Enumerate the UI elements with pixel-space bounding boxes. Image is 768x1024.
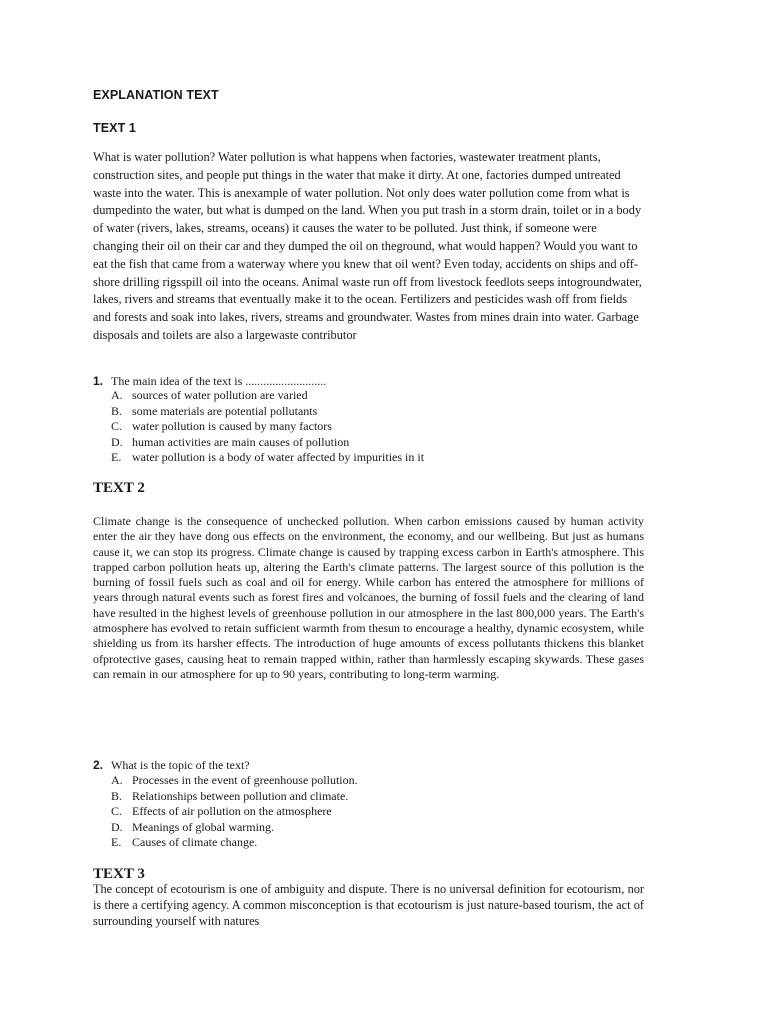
text3-heading: TEXT 3 xyxy=(93,866,145,882)
option-text: Relationships between pollution and climate. xyxy=(132,788,349,803)
option-letter: A. xyxy=(111,388,123,402)
question-2-option-e xyxy=(111,835,358,851)
question-2 xyxy=(93,758,250,773)
option-letter: E. xyxy=(111,835,122,849)
text1-heading: TEXT 1 xyxy=(93,121,136,135)
question-2-text: What is the topic of the text? xyxy=(111,758,250,772)
option-text: human activities are main causes of pollution xyxy=(132,434,350,449)
text3-paragraph: The concept of ecotourism is one of ambiguity and dispute. There is no universal definition for ecotourism, nor is there a certifying agency. A common misconception is that ecotourism is just nature-based tourism, the act of surrounding yourself with natures xyxy=(93,882,644,928)
document-title: EXPLANATION TEXT xyxy=(93,88,219,102)
question-1-option-c xyxy=(111,419,424,435)
option-letter: D. xyxy=(111,434,123,449)
option-text: Processes in the event of greenhouse pollution. xyxy=(132,773,358,787)
option-letter: E. xyxy=(111,450,122,464)
option-letter: B. xyxy=(111,788,123,803)
question-1-number: 1. xyxy=(93,374,104,388)
question-1 xyxy=(93,374,326,389)
option-text: Causes of climate change. xyxy=(132,835,258,849)
question-2-number: 2. xyxy=(93,758,104,772)
option-letter: B. xyxy=(111,403,123,418)
question-1-option-b xyxy=(111,404,424,420)
text2-paragraph: Climate change is the consequence of unchecked pollution. When carbon emissions caused by human activity enter the air they have dong ous effects on the environment, the economy, and our wellbeing. But just as humans cause it, we can stop its progress. Climate change is caused by trapping excess carbon in Earth's atmosphere. This trapped carbon pollution heats up, altering the Earth's climate patterns. The largest source of this pollution is the burning of fossil fuels such as coal and oil for energy. While carbon has entered the atmosphere for millions of years through natural events such as forest fires and volcanoes, the burning of fossil fuels and the clearing of land have resulted in the highest levels of greenhouse pollution in our atmosphere in the last 800,000 years. The Earth's atmosphere has evolved to retain sufficient warmth from thesun to encourage a healthy, dynamic ecosystem, while shielding us from its harsher effects. The introduction of huge amounts of excess pollutants thickens this blanket ofprotective gases, causing heat to remain trapped within, rather than harmlessly escaping skywards. These gases can remain in our atmosphere for up to 90 years, contributing to long-term warming. xyxy=(93,514,644,681)
question-1-option-a xyxy=(111,388,424,404)
option-text: water pollution is caused by many factors xyxy=(132,419,332,433)
question-2-option-b xyxy=(111,789,358,805)
question-1-option-d xyxy=(111,435,424,451)
question-2-options xyxy=(111,773,358,851)
option-text: some materials are potential pollutants xyxy=(132,403,318,418)
option-text: Meanings of global warming. xyxy=(132,819,274,834)
question-2-option-d xyxy=(111,820,358,836)
question-2-option-c xyxy=(111,804,358,820)
question-1-text: The main idea of the text is ........................... xyxy=(111,374,327,388)
option-letter: C. xyxy=(111,419,123,433)
option-letter: D. xyxy=(111,819,123,834)
option-letter: A. xyxy=(111,773,123,787)
question-1-options xyxy=(111,388,424,466)
option-text: Effects of air pollution on the atmosphere xyxy=(132,804,332,818)
text1-paragraph: What is water pollution? Water pollution is what happens when factories, wastewater treatment plants, construction sites, and people put things in the water that make it dirty. At one, factories dumped untreated waste into the water. This is anexample of water pollution. Not only does water pollution come from what is dumpedinto the water, but what is dumped on the land. When you put trash in a storm drain, toilet or in a body of water (rivers, lakes, streams, oceans) it causes the water to be polluted. Just think, if someone were changing their oil on their car and they dumped the oil on theground, what would happen? Would you want to eat the fish that came from a waterway where you knew that oil went? Even today, accidents on ships and off-shore drilling rigsspill oil into the oceans. Animal waste run off from livestock feedlots seeps intogroundwater, lakes, rivers and streams that eventually make it to the ocean. Fertilizers and pesticides wash off from fields and forests and soak into lakes, rivers, streams and groundwater. Wastes from mines drain into water. Garbage disposals and toilets are also a largewaste contributor xyxy=(93,150,642,342)
question-1-option-e xyxy=(111,450,424,466)
option-text: sources of water pollution are varied xyxy=(132,388,308,402)
option-text: water pollution is a body of water affected by impurities in it xyxy=(132,450,425,464)
option-letter: C. xyxy=(111,804,123,818)
text2-heading: TEXT 2 xyxy=(93,480,145,496)
question-2-option-a xyxy=(111,773,358,789)
